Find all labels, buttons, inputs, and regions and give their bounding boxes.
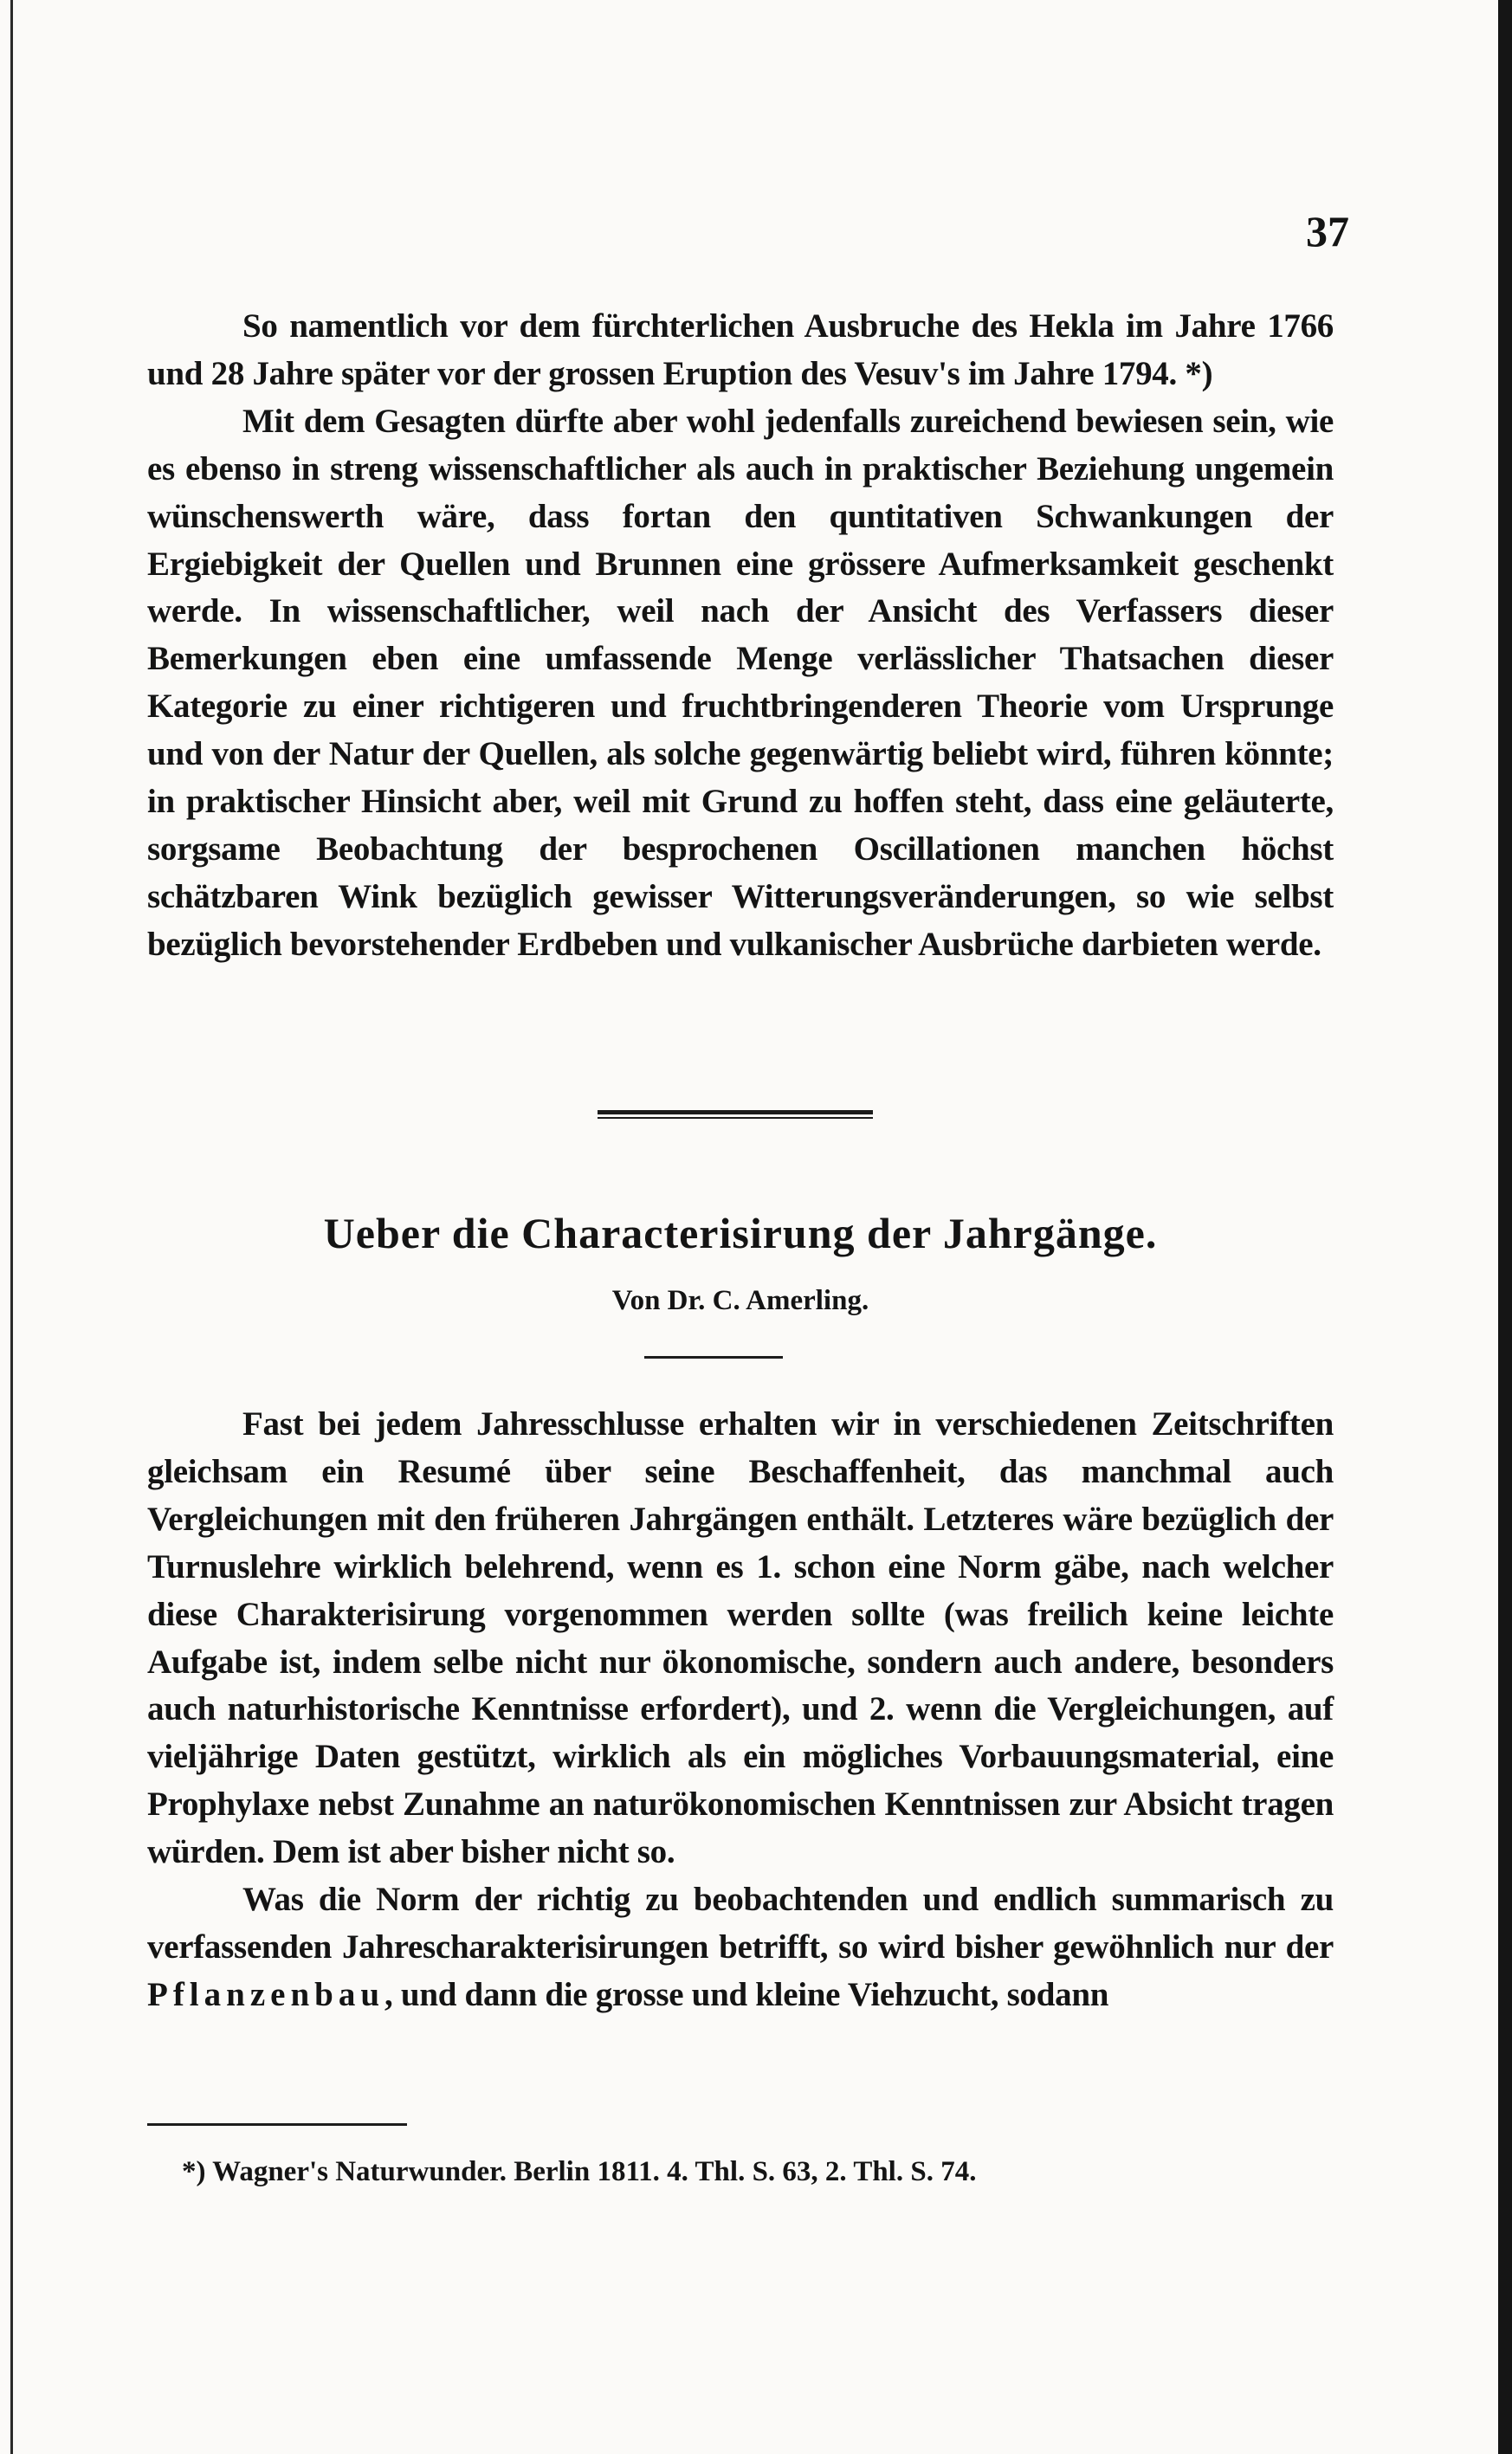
page-right-edge: [1498, 0, 1512, 2454]
footnote-divider: [147, 2123, 407, 2126]
article-paragraph-2-start: Was die Norm der richtig zu beobachtenden und endlich summarisch zu verfassenden Jahrescharakterisirungen betrifft, so wird bisher gewöhnlich nur der: [147, 1881, 1334, 1966]
article-title: Ueber die Characterisirung der Jahrgänge.: [323, 1209, 1158, 1257]
article-paragraph-1: Fast bei jedem Jahresschlusse erhalten wir in verschiedenen Zeitschriften gleichsam ein Resumé über seine Beschaffenheit, das manchmal auch Vergleichungen mit den früheren Jahrgängen enthält. Letzteres wäre bezüglich der Turnuslehre wirklich belehrend, wenn es 1. schon eine Norm gäbe, nach welcher diese Charakterisirung vorgenommen werden sollte (was freilich keine leichte Aufgabe ist, indem selbe nicht nur ökonomische, sondern auch andere, besonders auch naturhistorische Kenntnisse erfordert), und 2. wenn die Vergleichungen, auf vieljährige Daten gestützt, wirklich als ein mögliches Vorbauungsmaterial, eine Prophylaxe nebst Zunahme an naturökonomischen Kenntnissen zur Absicht tragen würden. Dem ist aber bisher nicht so.: [147, 1405, 1334, 1871]
author-divider: [644, 1356, 783, 1359]
continuation-paragraph-1: So namentlich vor dem fürchterlichen Ausbruche des Hekla im Jahre 1766 und 28 Jahre später vor der grossen Eruption des Vesuv's im Jahre 1794. *): [147, 307, 1334, 392]
article-author: Von Dr. C. Amerling.: [611, 1285, 869, 1316]
article-paragraph-2-emphasis: Pflanzenbau: [147, 1975, 385, 2013]
article-paragraph-2: [147, 1876, 1334, 2019]
article-paragraph-2-end: , und dann die grosse und kleine Viehzucht, sodann: [384, 1975, 1109, 2013]
footnote: *) Wagner's Naturwunder. Berlin 1811. 4. Thl. S. 63, 2. Thl. S. 74.: [182, 2156, 977, 2187]
article-body: [147, 1401, 1334, 2019]
page-number: 37: [1306, 207, 1349, 255]
section-divider: [598, 1110, 873, 1114]
continuation-text: [147, 303, 1334, 969]
page-left-edge: [10, 0, 13, 2454]
continuation-paragraph-2: Mit dem Gesagten dürfte aber wohl jedenfalls zureichend bewiesen sein, wie es ebenso in streng wissenschaftlicher als auch in praktischer Beziehung ungemein wünschenswerth wäre, dass fortan den quntitativen Schwankungen der Ergiebigkeit der Quellen und Brunnen eine grössere Aufmerksamkeit geschenkt werde. In wissenschaftlicher, weil nach der Ansicht des Verfassers dieser Bemerkungen eben eine umfassende Menge verlässlicher Thatsachen dieser Kategorie zu einer richtigeren und fruchtbringenderen Theorie vom Ursprunge und von der Natur der Quellen, als solche gegenwärtig beliebt wird, führen könnte; in praktischer Hinsicht aber, weil mit Grund zu hoffen steht, dass eine geläuterte, sorgsame Beobachtung der besprochenen Oscillationen manchen höchst schätzbaren Wink bezüglich gewisser Witterungsveränderungen, so wie selbst bezüglich bevorstehender Erdbeben und vulkanischer Ausbrüche darbieten werde.: [147, 402, 1334, 963]
